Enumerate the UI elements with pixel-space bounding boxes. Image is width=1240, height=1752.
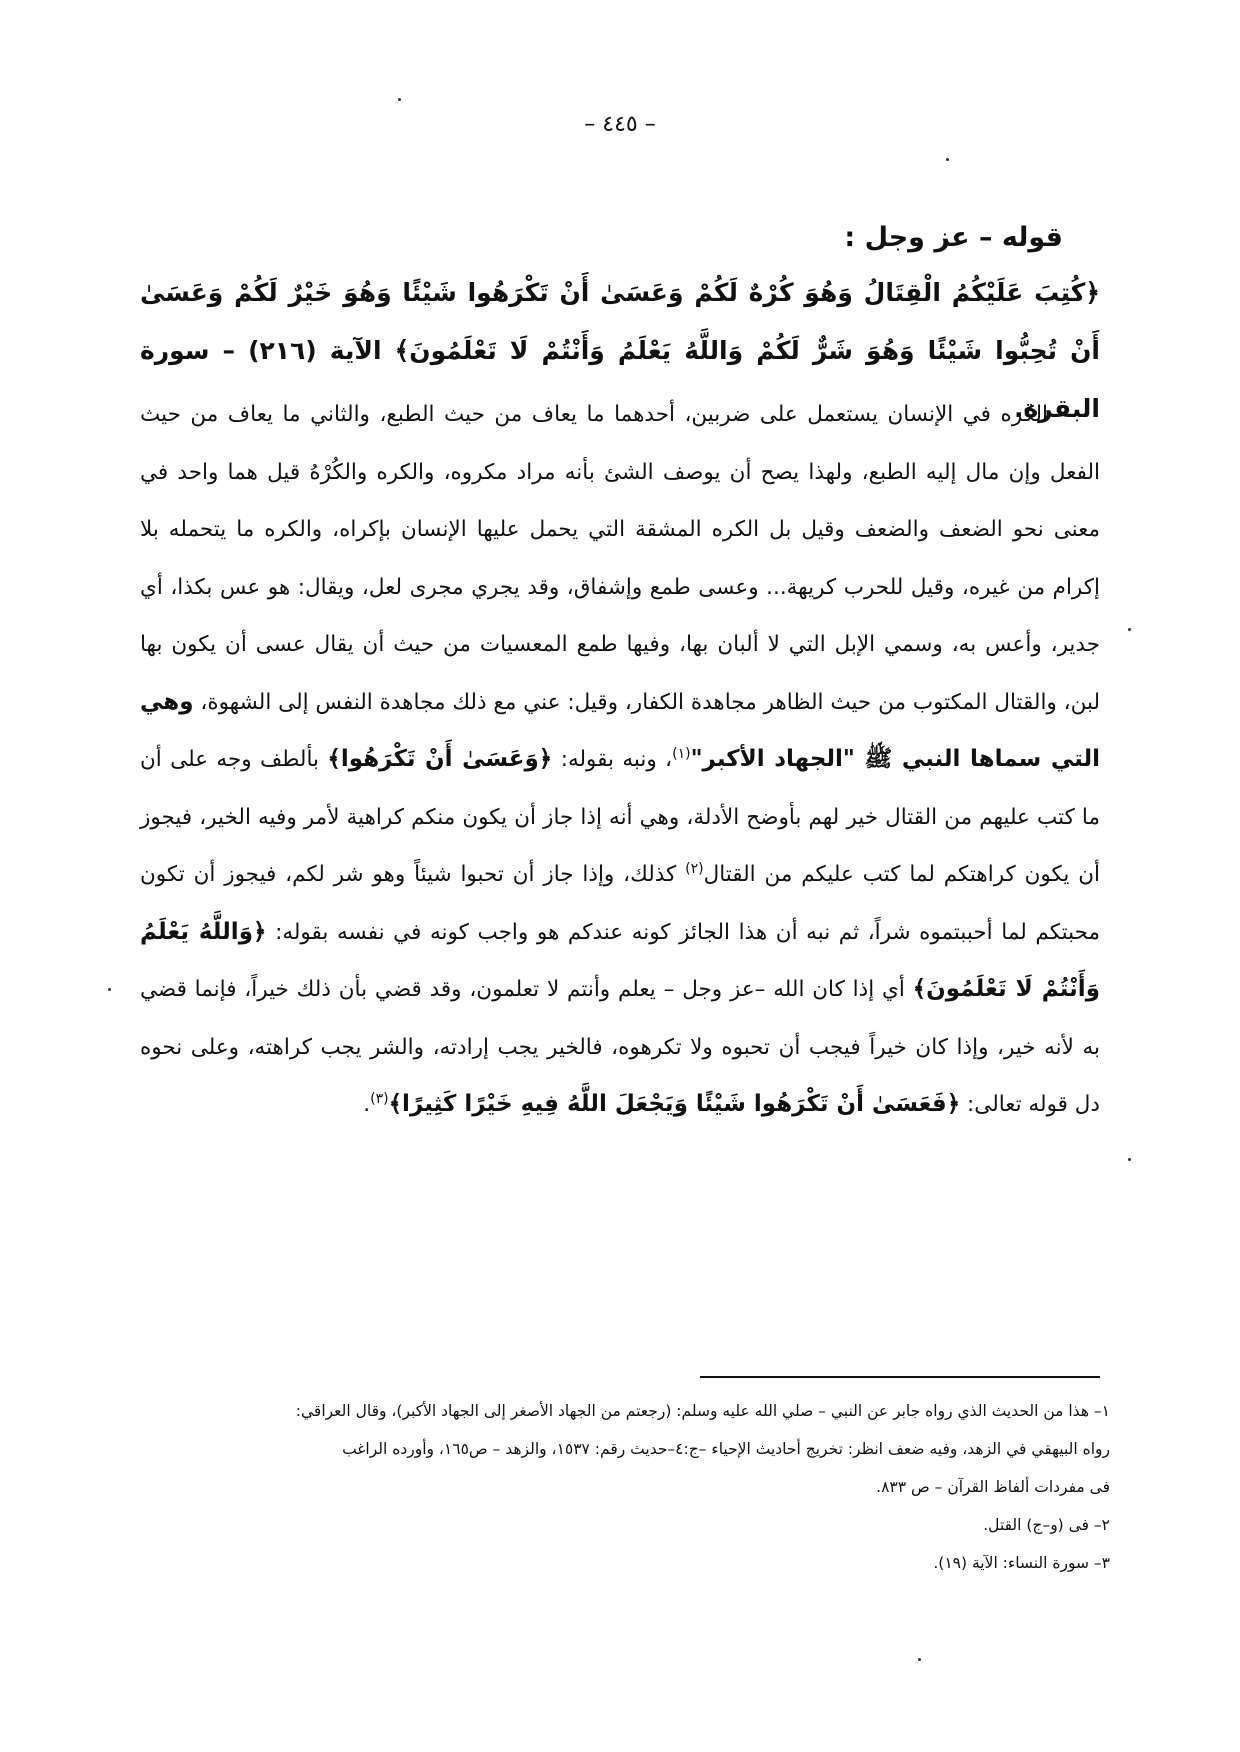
scan-speck [398, 98, 401, 101]
footnote-2: ٢– فى (و–ج) القتل. [983, 1516, 1110, 1534]
section-heading: قوله – عز وجل : [844, 222, 1063, 253]
footnote-3: ٣– سورة النساء: الآية (١٩). [933, 1554, 1110, 1572]
body-text-part-3: بألطف وجه على أن ما كتب عليهم من القتال خير لهم بأوضح الأدلة، وهي أنه إذا جاز أن يكون منكم كراهية لأمر وفيه الخير، فيجوز أن يكون كراهتكم لما كتب عليكم من القتال [140, 747, 1100, 887]
scan-speck [946, 158, 949, 161]
bold-hadith-reference: وهي التي سماها النبي ﷺ "الجهاد الأكبر" [140, 688, 1100, 772]
page-number: – ٤٤٥ – [584, 112, 656, 137]
quran-quote-1: ﴿وَعَسَىٰ أَنْ تَكْرَهُوا﴾ [327, 746, 553, 772]
footnote-separator [700, 1376, 1100, 1378]
body-text-part-6: . [363, 1092, 371, 1117]
body-text-part-1: الكره في الإنسان يستعمل على ضربين، أحدهما ما يعاف من حيث الطبع، والثاني ما يعاف من حيث الفعل وإن مال إليه الطبع، ولهذا يصح أن يوصف الشئ بأنه مراد مكروه، والكره والكُرْهُ قيل هما واحد في معنى نحو الضعف والضعف وقيل بل الكره المشقة التي يحمل عليها الإنسان بإكراه، والكره ما يتحمله بلا إكرام من غيره، وقيل للحرب كريهة... وعسى طمع وإشفاق، وقد يجري مجرى لعل، ويقال: هو عس بكذا، أي جدير، وأعس به، وسمي الإبل التي لا ألبان بها، وفيها طمع المعسيات من حيث أن يقال عسى أن يكون بها لبن، والقتال المكتوب من حيث الظاهر مجاهدة الكفار، وقيل: عني مع ذلك مجاهدة النفس إلى الشهوة، [140, 402, 1100, 715]
footnote-ref-1[interactable]: (١) [672, 745, 691, 762]
footnote-ref-2[interactable]: (٢) [685, 860, 704, 877]
scan-speck [108, 988, 111, 991]
body-paragraph [140, 386, 1100, 1134]
body-text-part-2: ، ونبه بقوله: [552, 747, 673, 772]
body-text-part-4: كذلك، وإذا جاز أن تحبوا شيئاً وهو شر لكم، فيجوز أن تكون محبتكم لما أحببتموه شراً، ثم نبه أن هذا الجائز كونه عندكم هو واجب كونه في نفسه بقوله: [140, 862, 1100, 945]
quran-quote-3: ﴿فَعَسَىٰ أَنْ تَكْرَهُوا شَيْئًا وَيَجْعَلَ اللَّهُ فِيهِ خَيْرًا كَثِيرًا﴾ [388, 1091, 961, 1117]
scan-speck [918, 1658, 921, 1661]
quran-quote-2: ﴿وَاللَّهُ يَعْلَمُ وَأَنْتُمْ لَا تَعْلَمُونَ﴾ [140, 918, 1100, 1002]
scan-speck [1128, 628, 1131, 631]
quran-verse: ﴿كُتِبَ عَلَيْكُمُ الْقِتَالُ وَهُوَ كُرْهٌ لَكُمْ وَعَسَىٰ أَنْ تَكْرَهُوا شَيْئًا وَهُوَ خَيْرٌ لَكُمْ وَعَسَىٰ أَنْ تُحِبُّوا شَيْئًا وَهُوَ شَرٌّ لَكُمْ وَاللَّهُ يَعْلَمُ وَأَنْتُمْ لَا تَعْلَمُونَ﴾ الآية (٢١٦) – سورة البقرة. [140, 278, 1100, 423]
footnote-1-line-2: رواه البيهقي في الزهد، وفيه ضعف انظر: تخريج أحاديث الإحياء –ج:٤–حديث رقم: ١٥٣٧، والزهد – ص١٦٥، وأورده الراغب [342, 1440, 1110, 1458]
footnote-1-line-3: فى مفردات ألفاظ القرآن – ص ٨٣٣. [876, 1478, 1110, 1496]
footnotes [140, 1392, 1110, 1582]
scan-speck [1128, 1158, 1131, 1161]
body-text-part-5: أي إذا كان الله –عز وجل – يعلم وأنتم لا تعلمون، وقد قضي بأن ذلك خيراً، فإنما قضي به لأنه خير، وإذا كان خيراً فيجب أن تحبوه ولا تكرهوه، فالخير يجب إرادته، والشر يجب كراهته، وعلى نحوه دل قوله تعالى: [140, 977, 1100, 1117]
footnote-ref-3[interactable]: (٣) [370, 1090, 389, 1107]
footnote-1-line-1: ١– هذا من الحديث الذي رواه جابر عن النبي – صلي الله عليه وسلم: (رجعتم من الجهاد الأصغر إلى الجهاد الأكبر)، وقال العراقي: [295, 1402, 1110, 1420]
